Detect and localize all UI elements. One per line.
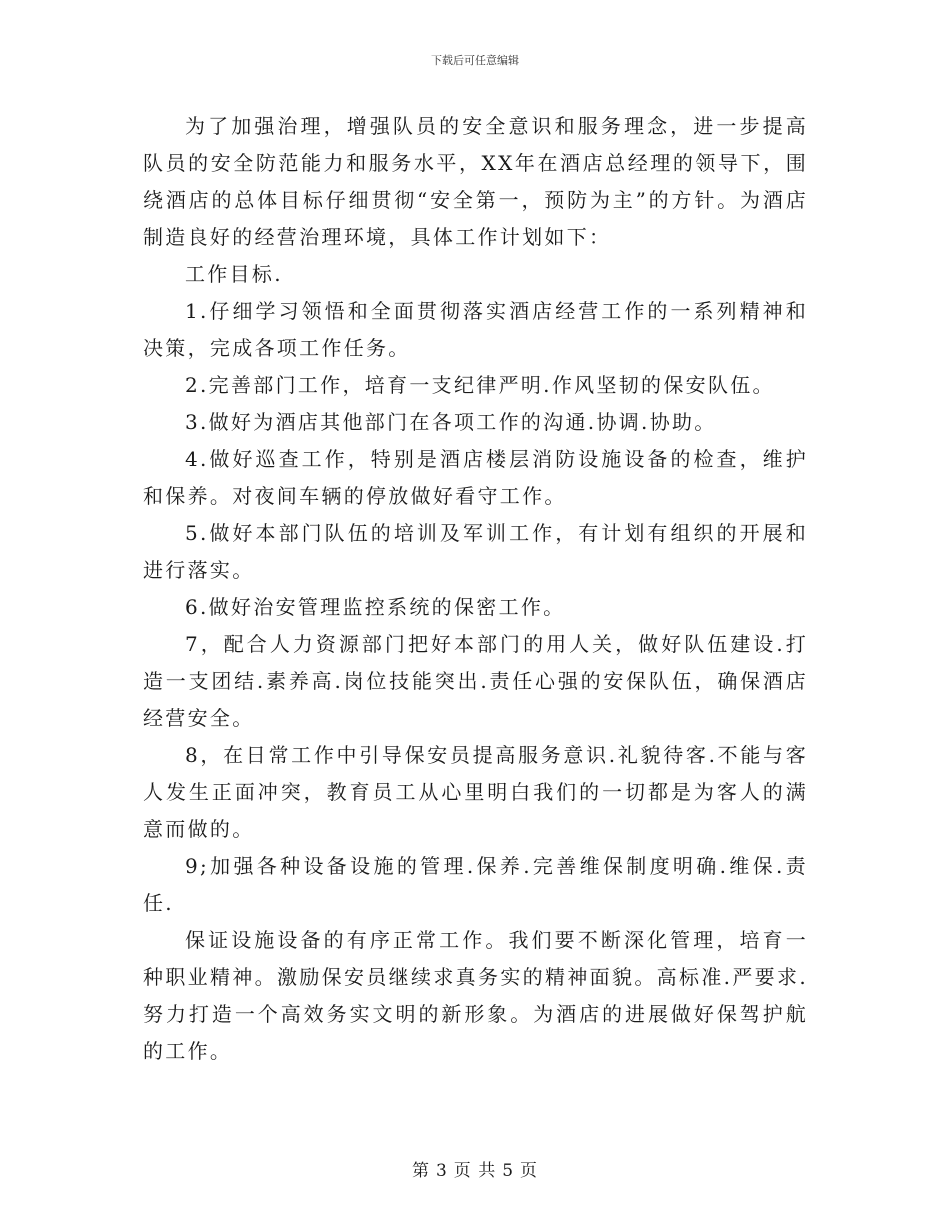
paragraph-item-6: 6.做好治安管理监控系统的保密工作。: [185, 595, 566, 619]
paragraph-item-2: 2.完善部门工作，培育一支纪律严明.作风坚韧的保安队伍。: [185, 373, 775, 397]
footer-suffix: 页: [520, 1161, 539, 1181]
paragraph-item-5: 5.做好本部门队伍的培训及军训工作，有计划有组织的开展和进行落实。: [143, 521, 808, 582]
page-footer: [0, 1156, 950, 1181]
footer-middle: 页 共: [453, 1161, 497, 1181]
footer-page-number: 3: [435, 1161, 448, 1181]
footer-total-pages: 5: [502, 1161, 515, 1181]
paragraph-item-8: 8，在日常工作中引导保安员提高服务意识.礼貌待客.不能与客人发生正面冲突，教育员工从心里明白我们的一切都是为客人的满意而做的。: [143, 743, 808, 841]
paragraph-item-4: 4.做好巡查工作，特别是酒店楼层消防设施设备的检查，维护和保养。对夜间车辆的停放做好看守工作。: [143, 447, 808, 508]
paragraph-item-9: 9;加强各种设备设施的管理.保养.完善维保制度明确.维保.责任.: [143, 854, 808, 915]
paragraph-item-3: 3.做好为酒店其他部门在各项工作的沟通.协调.协助。: [185, 410, 717, 434]
page-header-note: 下载后可任意编辑: [431, 54, 519, 67]
paragraph-item-1: 1.仔细学习领悟和全面贯彻落实酒店经营工作的一系列精神和决策，完成各项工作任务。: [143, 299, 808, 360]
paragraph-conclusion: 保证设施设备的有序正常工作。我们要不断深化管理，培育一种职业精神。激励保安员继续求真务实的精神面貌。高标准.严要求.努力打造一个高效务实文明的新形象。为酒店的进展做好保驾护航的工作。: [143, 928, 808, 1063]
paragraph-item-7: 7，配合人力资源部门把好本部门的用人关，做好队伍建设.打造一支团结.素养高.岗位技能突出.责任心强的安保队伍，确保酒店经营安全。: [143, 632, 808, 730]
paragraph-goals-heading: 工作目标.: [185, 262, 283, 286]
document-body: [143, 108, 808, 1070]
footer-prefix: 第: [411, 1161, 430, 1181]
paragraph-intro: 为了加强治理，增强队员的安全意识和服务理念，进一步提高队员的安全防范能力和服务水平，XX年在酒店总经理的领导下，围绕酒店的总体目标仔细贯彻“安全第一，预防为主”的方针。为酒店制造良好的经营治理环境，具体工作计划如下：: [143, 114, 808, 249]
